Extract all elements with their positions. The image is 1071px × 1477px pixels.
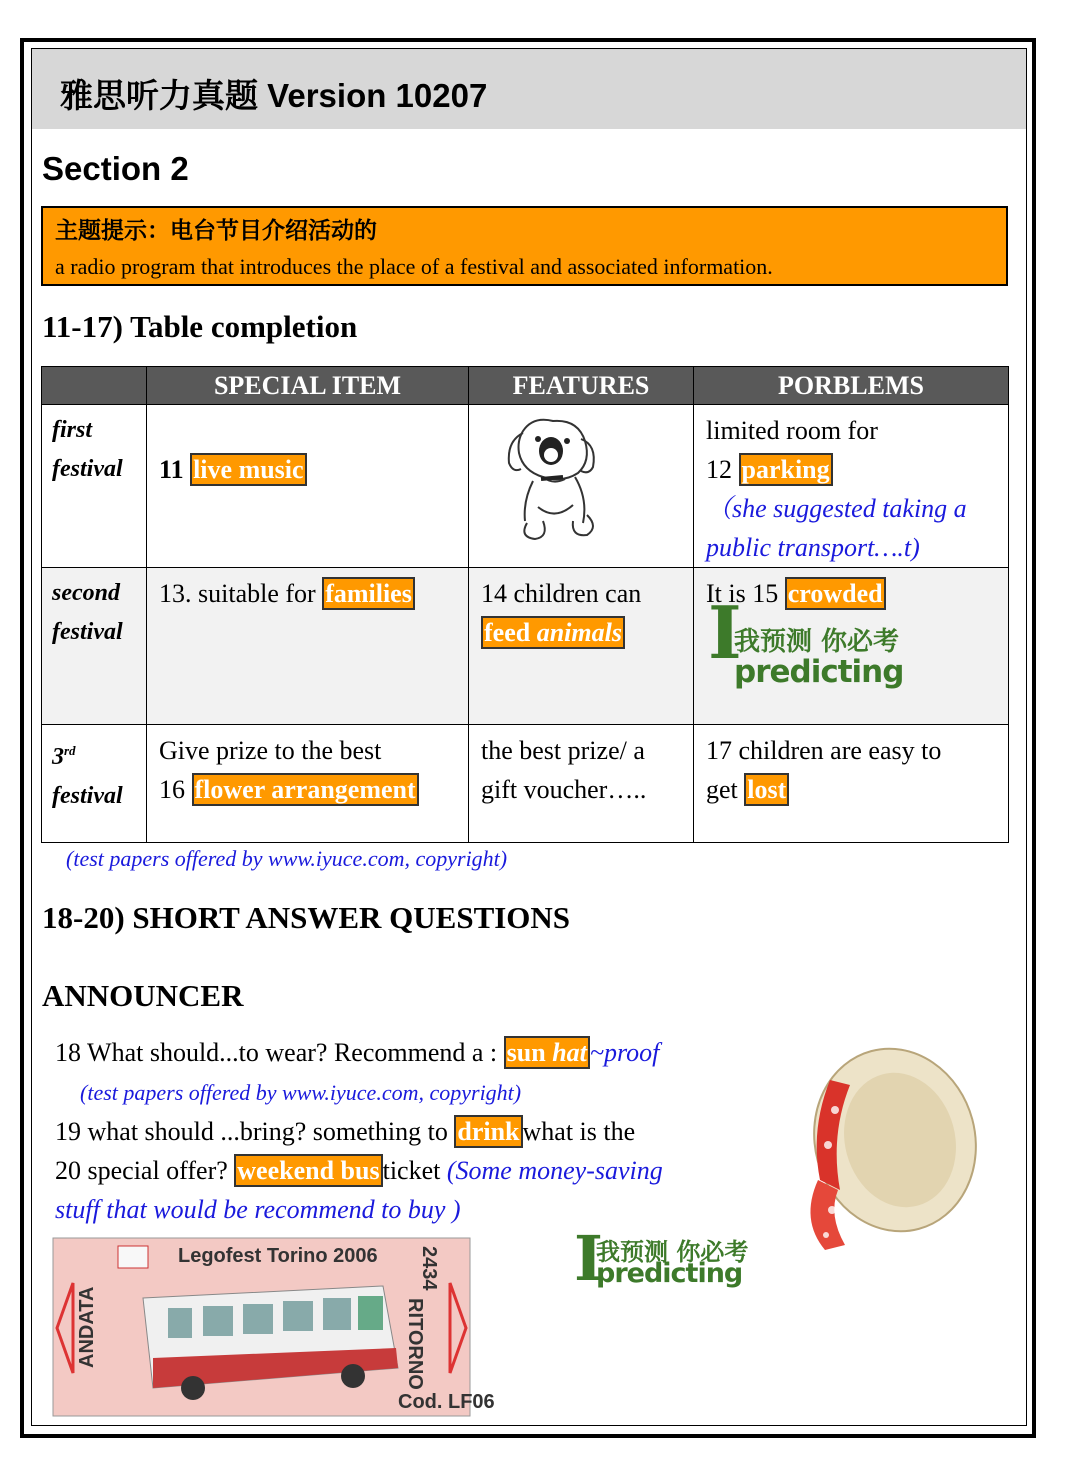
answer-highlight: lost [744,773,789,806]
bus-ticket-image [53,1238,495,1416]
question-20-note: stuff that would be recommend to buy ) [55,1195,461,1224]
column-header: PORBLEMS [694,367,1009,405]
ticket-code: Cod. LF06 [398,1391,495,1413]
topic-box [41,206,1008,286]
features-cell: 14 children can feed animals [469,568,694,725]
problems-cell: 17 children are easy to get lost [694,725,1009,843]
question-19: 19 what should ...bring? something to drink what is the [55,1117,636,1146]
ticket-side-left: ANDATA [76,1286,98,1368]
problem-note: （she suggested taking a public transport….t) [706,494,967,562]
row-label: second festival [42,568,147,725]
answer-highlight: families [322,577,415,610]
ticket-number: 2434 [418,1246,440,1291]
sun-hat-image [790,1040,985,1260]
short-answer-heading: 18-20) SHORT ANSWER QUESTIONS [42,900,571,935]
answer-highlight: drink [454,1115,522,1148]
answer-highlight: parking [739,453,833,486]
table-header-row [42,367,1009,405]
column-header: SPECIAL ITEM [147,367,469,405]
question-20: 20 special offer? weekend bus ticket (Some money-saving [55,1156,663,1185]
table-row [42,725,1009,843]
features-cell [469,405,694,568]
answer-highlight: flower arrangement [192,773,419,806]
question-18: 18 What should...to wear? Recommend a : sun hat ~proof [55,1038,660,1067]
special-item-cell [147,405,469,568]
special-item-cell: 13. suitable for families [147,568,469,725]
topic-chinese: 主题提示：电台节目介绍活动的 [55,218,377,244]
dog-illustration [493,411,613,551]
answer-highlight: weekend bus [234,1154,382,1187]
row-label: first festival [42,405,147,568]
question-number: 11 [159,455,184,484]
section-title: Section 2 [42,150,189,187]
topic-english: a radio program that introduces the place of a festival and associated information. [55,254,773,279]
announcer-heading: ANNOUNCER [42,978,244,1013]
row-label: 3rd festival [42,725,147,843]
question-number: 12 [706,455,732,484]
answer-highlight: feed animals [481,616,625,649]
table-heading: 11-17) Table completion [42,309,358,344]
answer-highlight: sun hat [504,1036,590,1069]
features-cell: the best prize/ a gift voucher….. [469,725,694,843]
special-item-cell: Give prize to the best 16 flower arrangement [147,725,469,843]
page-title: 雅思听力真题 Version 10207 [60,77,488,114]
column-header: FEATURES [469,367,694,405]
ticket-title: Legofest Torino 2006 [178,1245,378,1267]
problems-cell: It is 15 crowded I 我预测 你必考 predicting [694,568,1009,725]
column-header [42,367,147,405]
answer-highlight: crowded [785,577,886,610]
table-row [42,405,1009,568]
problems-cell: limited room for 12 parking （she suggested taking a public transport….t) [694,405,1009,568]
predicting-logo: I 我预测 你必考 predicting [574,1222,749,1295]
answer-highlight: live music [190,453,307,486]
table-row [42,568,1009,725]
copyright-note: (test papers offered by www.iyuce.com, copyright) [66,846,508,871]
answer-table [41,366,1009,843]
predicting-logo: I 我预测 你必考 predicting [708,590,904,690]
ticket-side-right: RITORNO [404,1298,426,1390]
copyright-note: (test papers offered by www.iyuce.com, copyright) [80,1080,522,1105]
